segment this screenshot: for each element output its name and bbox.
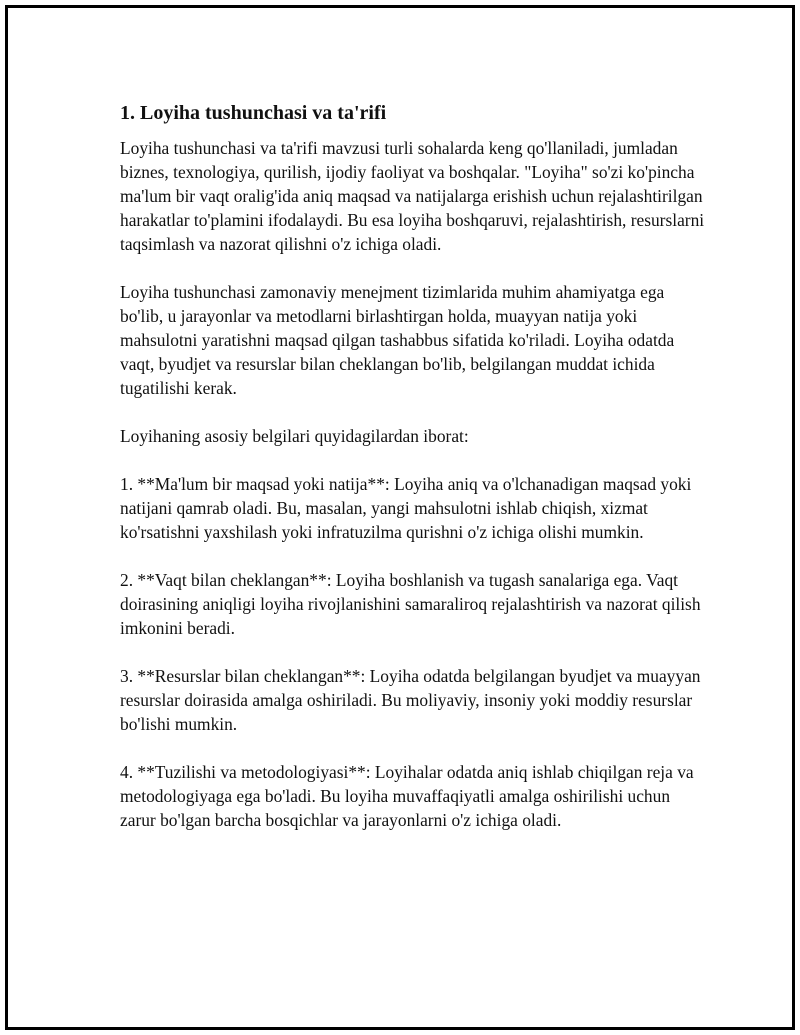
page-border [5, 5, 795, 1030]
section-heading: 1. Loyiha tushunchasi va ta'rifi [120, 102, 387, 124]
list-item-goal: 1. **Ma'lum bir maqsad yoki natija**: Loyiha aniq va o'lchanadigan maqsad yoki natijani qamrab oladi. Bu, masalan, yangi mahsulotni ishlab chiqish, xizmat ko'rsatishni yaxshilash yoki infratuzilma qurishni o'z ichiga olishi mumkin. [120, 474, 692, 542]
paragraph-intro: Loyiha tushunchasi va ta'rifi mavzusi turli sohalarda keng qo'llaniladi, jumladan biznes, texnologiya, qurilish, ijodiy faoliyat va boshqalar. "Loyiha" so'zi ko'pincha ma'lum bir vaqt oralig'ida aniq maqsad va natijalarga erishish uchun rejalashtirilgan harakatlar to'plamini ifodalaydi. Bu esa loyiha boshqaruvi, rejalashtirish, resurslarni taqsimlash va nazorat qilishni o'z ichiga oladi. [120, 138, 705, 254]
paragraph-features-lead: Loyihaning asosiy belgilari quyidagilardan iborat: [120, 426, 469, 446]
list-item-resources: 3. **Resurslar bilan cheklangan**: Loyiha odatda belgilangan byudjet va muayyan resurslar doirasida amalga oshiriladi. Bu moliyaviy, insoniy yoki moddiy resurslar bo'lishi mumkin. [120, 666, 701, 734]
paragraph-concept: Loyiha tushunchasi zamonaviy menejment tizimlarida muhim ahamiyatga ega bo'lib, u jarayonlar va metodlarni birlashtirgan holda, muayyan natija yoki mahsulotni yaratishni maqsad qilgan tashabbus sifatida ko'riladi. Loyiha odatda vaqt, byudjet va resurslar bilan cheklangan bo'lib, belgilangan muddat ichida tugatilishi kerak. [120, 282, 675, 398]
list-item-structure: 4. **Tuzilishi va metodologiyasi**: Loyihalar odatda aniq ishlab chiqilgan reja va metodologiyaga ega bo'ladi. Bu loyiha muvaffaqiyatli amalga oshirilishi uchun zarur bo'lgan barcha bosqichlar va jarayonlarni o'z ichiga oladi. [120, 762, 694, 830]
document-body [120, 98, 710, 856]
list-item-time: 2. **Vaqt bilan cheklangan**: Loyiha boshlanish va tugash sanalariga ega. Vaqt doirasining aniqligi loyiha rivojlanishini samaraliroq rejalashtirish va nazorat qilish imkonini beradi. [120, 570, 701, 638]
